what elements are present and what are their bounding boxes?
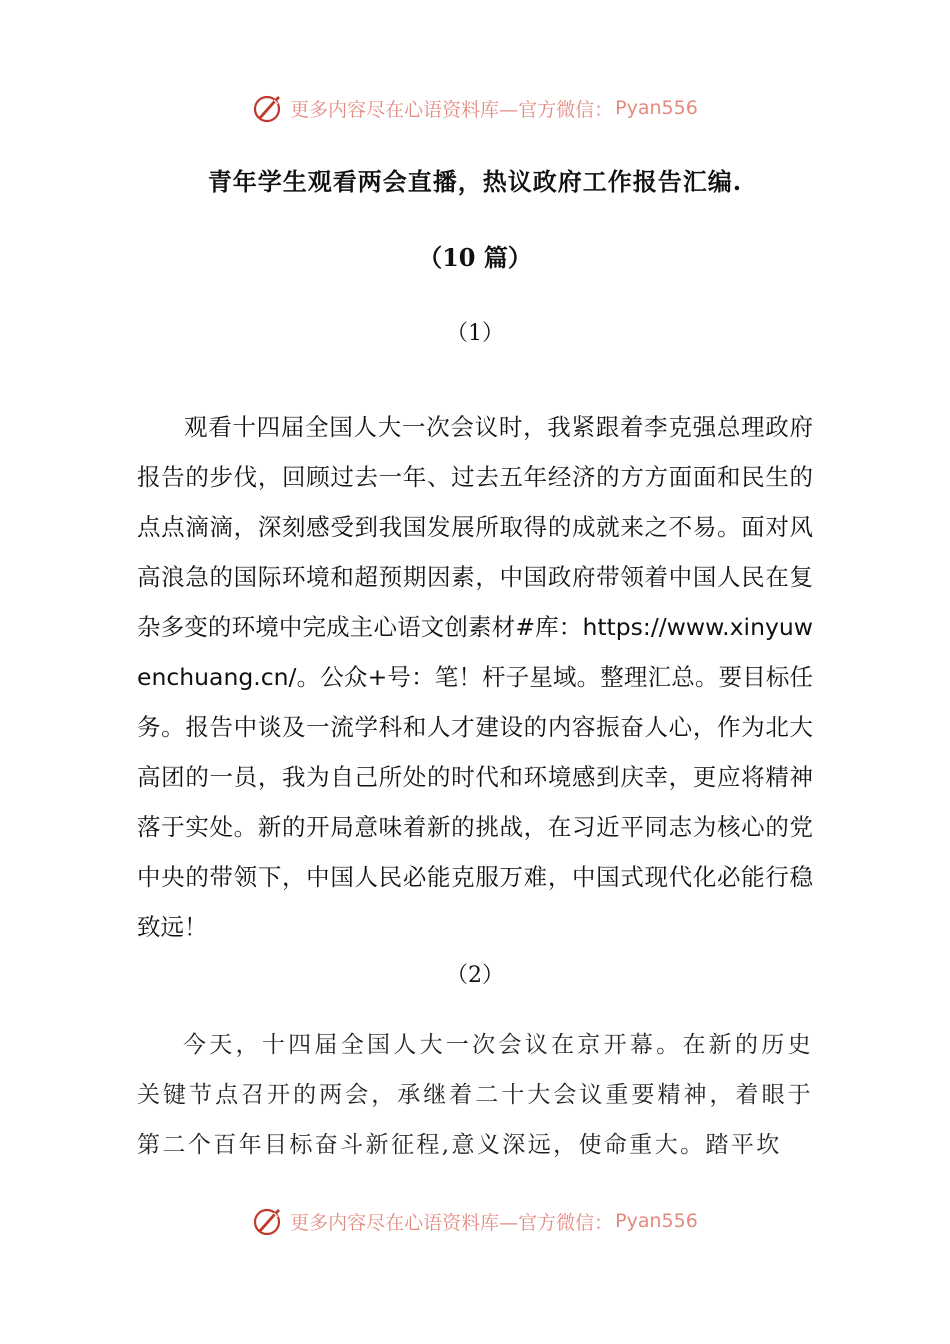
watermark-label: 更多内容尽在心语资料库—官方微信： — [290, 1211, 614, 1234]
watermark-text — [290, 95, 698, 122]
watermark-wechat-id: Pyan556 — [615, 1210, 698, 1232]
document-count: （10 篇） — [418, 243, 532, 272]
section-paragraph: 今天，十四届全国人大一次会议在京开幕。在新的历史关键节点召开的两会，承继着二十大会议重要精神，着眼于第二个百年目标奋斗新征程,意义深远，使命重大。踏平坎 — [137, 1032, 813, 1158]
document-title: 青年学生观看两会直播，热议政府工作报告汇编. — [207, 167, 743, 196]
watermark-label: 更多内容尽在心语资料库—官方微信： — [290, 98, 614, 121]
pen-logo-icon — [252, 1205, 284, 1237]
watermark-wechat-id: Pyan556 — [615, 97, 698, 119]
section-paragraph: 观看十四届全国人大一次会议时，我紧跟着李克强总理政府报告的步伐，回顾过去一年、过去五年经济的方方面面和民生的点点滴滴，深刻感受到我国发展所取得的成就来之不易。面对风高浪急的国际环境和超预期因素，中国政府带领着中国人民在复杂多变的环境中完成主心语文创素材#库：https://www.xinyuwenchuang.cn/。公众+号：笔！杆子星域。整理汇总。要目标任务。报告中谈及一流学科和人才建设的内容振奋人心，作为北大高团的一员，我为自己所处的时代和环境感到庆幸，更应将精神落于实处。新的开局意味着新的挑战，在习近平同志为核心的党中央的带领下，中国人民必能克服万难，中国式现代化必能行稳致远！ — [137, 413, 813, 941]
section-number: （1） — [446, 321, 504, 346]
section-number: （2） — [446, 963, 504, 988]
watermark-text — [290, 1208, 698, 1235]
pen-logo-icon — [252, 92, 284, 124]
watermark-header — [0, 88, 950, 128]
watermark-footer — [0, 1201, 950, 1241]
